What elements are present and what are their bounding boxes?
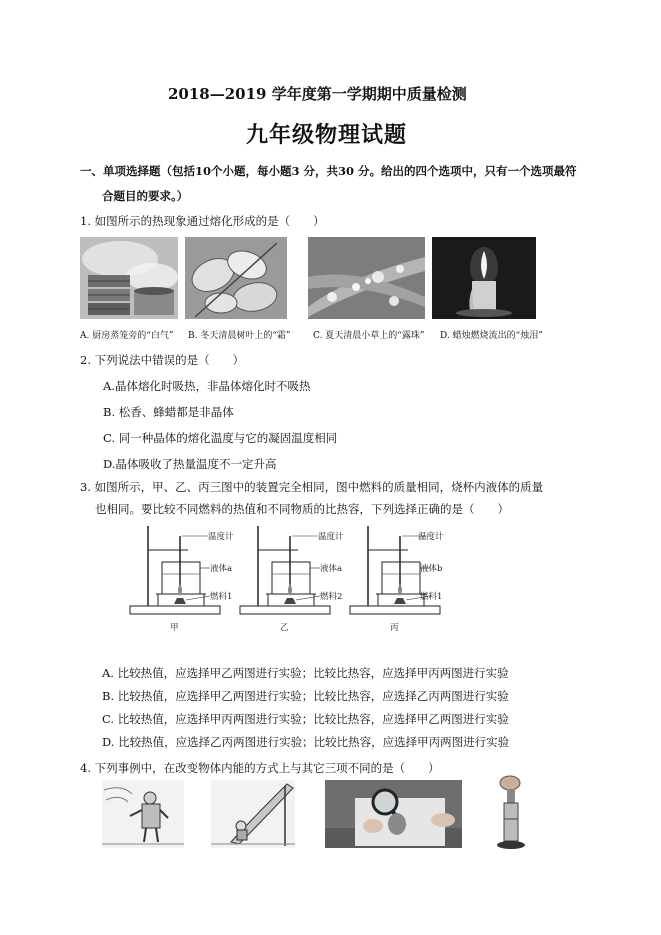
label-thermometer-3: 温度计 — [418, 532, 444, 542]
apparatus-panel-yi — [240, 526, 330, 614]
label-liquid-3: 液体b — [420, 564, 443, 574]
label-thermometer-2: 温度计 — [318, 532, 344, 542]
caption-bing: 丙 — [390, 623, 399, 633]
q3-option-c[interactable]: C. 比较热值，应选择甲丙两图进行实验；比较比热容，应选择甲乙两图进行实验 — [102, 712, 509, 726]
q3-stem: 3. 如图所示，甲、乙、丙三图中的装置完全相同，图中燃料的质量相同，烧杯内液体的质量 — [80, 480, 544, 494]
q4-illustration-pump — [492, 775, 534, 853]
section-heading: 一、单项选择题（包括10个小题，每小题3 分，共30 分。给出的四个选项中，只有一个选项最符 — [80, 164, 577, 178]
q2-option-a[interactable]: A.晶体熔化时吸热，非晶体熔化时不吸热 — [103, 379, 311, 393]
q3-option-d[interactable]: D. 比较热值，应选择乙丙两图进行实验；比较比热容，应选择甲丙两图进行实验 — [102, 735, 510, 749]
q1-photo-frost — [185, 237, 287, 319]
q1-option-a[interactable]: A. 厨房蒸笼旁的“白气” — [80, 331, 174, 341]
caption-yi: 乙 — [280, 623, 289, 633]
q1-stem: 1. 如图所示的热现象通过熔化形成的是（ ） — [80, 214, 325, 228]
q1-photo-steamer — [80, 237, 178, 319]
label-fuel-1: 燃料1 — [210, 592, 233, 602]
q1-option-b[interactable]: B. 冬天清晨树叶上的“霜” — [188, 331, 291, 341]
q1-option-c[interactable]: C. 夏天清晨小草上的“露珠” — [313, 331, 425, 341]
label-liquid-1: 液体a — [210, 564, 233, 574]
q2-stem: 2. 下列说法中错误的是（ ） — [80, 353, 245, 367]
label-thermometer-1: 温度计 — [208, 532, 234, 542]
apparatus-panel-jia — [130, 526, 220, 614]
label-fuel-2: 燃料2 — [320, 592, 343, 602]
q4-illustration-wind — [102, 780, 184, 848]
subject-title: 九年级物理试题 — [246, 122, 408, 148]
q3-option-a[interactable]: A. 比较热值，应选择甲乙两图进行实验；比较比热容，应选择甲丙两图进行实验 — [102, 666, 509, 680]
q4-illustration-slide — [211, 780, 295, 848]
q3-apparatus-figure — [128, 522, 448, 634]
q1-photo-candle — [432, 237, 536, 319]
q4-illustration-magnifier — [325, 780, 462, 848]
caption-jia: 甲 — [170, 623, 179, 633]
q1-photo-dew — [308, 237, 425, 319]
q2-option-b[interactable]: B. 松香、蜂蜡都是非晶体 — [103, 405, 234, 419]
exam-title: 2018—2019 学年度第一学期期中质量检测 — [168, 85, 467, 103]
q4-stem: 4. 下列事例中，在改变物体内能的方式上与其它三项不同的是（ ） — [80, 761, 440, 775]
q1-option-d[interactable]: D. 蜡烛燃烧流出的“烛泪” — [440, 331, 543, 341]
label-fuel-3: 燃料1 — [420, 592, 443, 602]
q2-option-c[interactable]: C. 同一种晶体的熔化温度与它的凝固温度相同 — [103, 431, 338, 445]
q3-stem-cont: 也相同。要比较不同燃料的热值和不同物质的比热容，下列选择正确的是（ ） — [95, 502, 509, 516]
q2-option-d[interactable]: D.晶体吸收了热量温度不一定升高 — [103, 457, 277, 471]
q3-option-b[interactable]: B. 比较热值，应选择甲乙两图进行实验；比较比热容，应选择乙丙两图进行实验 — [102, 689, 509, 703]
section-heading-cont: 合题目的要求。） — [102, 189, 189, 203]
label-liquid-2: 液体a — [320, 564, 343, 574]
